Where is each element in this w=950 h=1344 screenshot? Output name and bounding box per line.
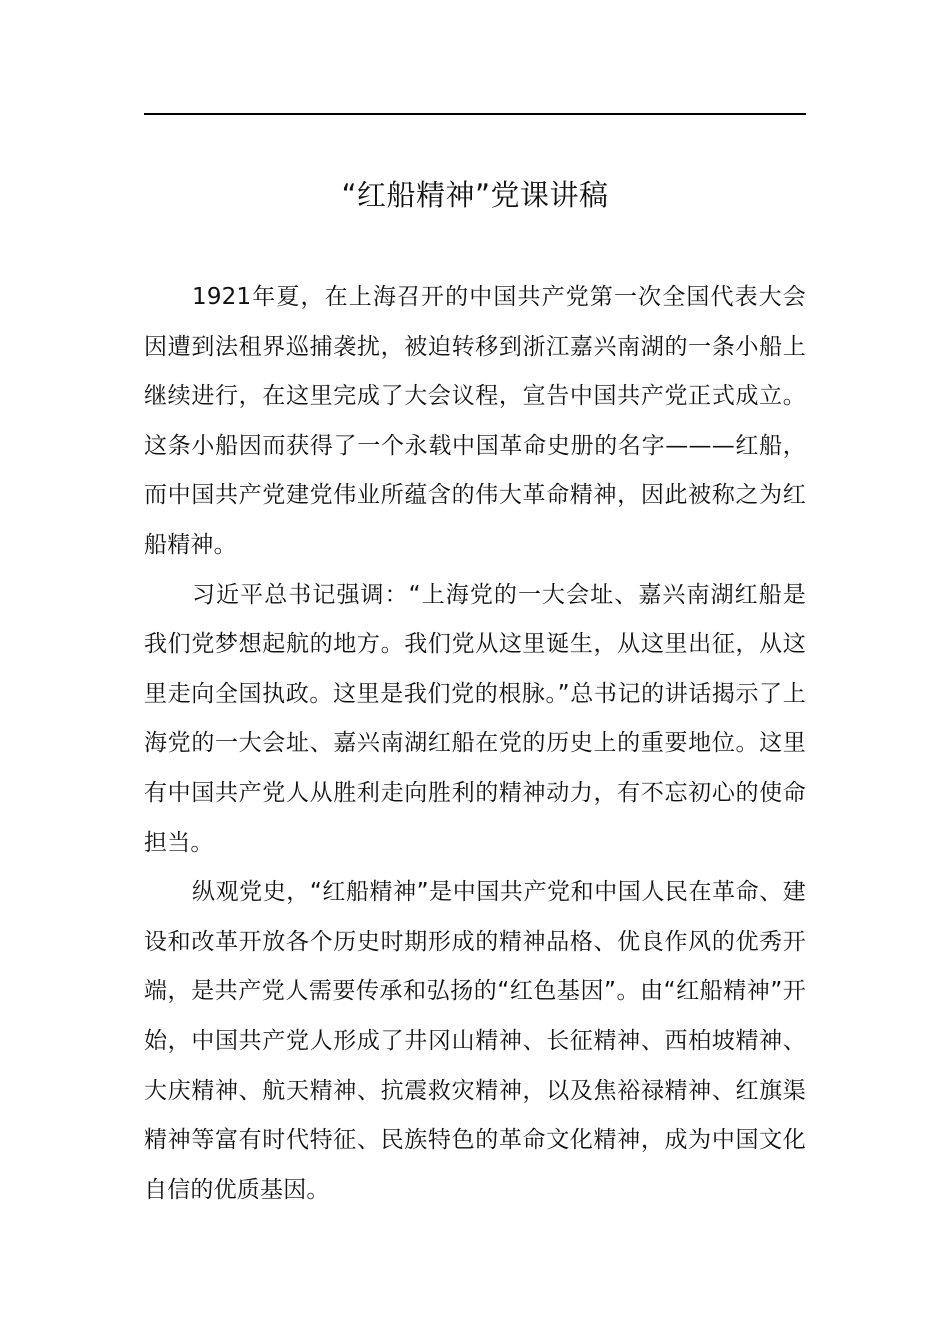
paragraph-1: 1921年夏，在上海召开的中国共产党第一次全国代表大会因遭到法租界巡捕袭扰，被迫转移到浙江嘉兴南湖的一条小船上继续进行，在这里完成了大会议程，宣告中国共产党正式成立。这条小船因而获得了一个永载中国革命史册的名字———红船，而中国共产党建党伟业所蕴含的伟大革命精神，因此被称之为红船精神。 xyxy=(144,284,806,558)
paragraph-3: 纵观党史，“红船精神”是中国共产党和中国人民在革命、建设和改革开放各个历史时期形成的精神品格、优良作风的优秀开端，是共产党人需要传承和弘扬的“红色基因”。由“红船精神”开始，中国共产党人形成了井冈山精神、长征精神、西柏坡精神、大庆精神、航天精神、抗震救灾精神，以及焦裕禄精神、红旗渠精神等富有时代特征、民族特色的革命文化精神，成为中国文化自信的优质基因。 xyxy=(144,879,806,1203)
document-body xyxy=(144,273,806,1215)
paragraph-2: 习近平总书记强调：“上海党的一大会址、嘉兴南湖红船是我们党梦想起航的地方。我们党从这里诞生，从这里出征，从这里走向全国执政。这里是我们党的根脉。”总书记的讲话揭示了上海党的一大会址、嘉兴南湖红船在党的历史上的重要地位。这里有中国共产党人从胜利走向胜利的精神动力，有不忘初心的使命担当。 xyxy=(144,581,806,856)
header-rule xyxy=(144,113,806,115)
document-title: “红船精神”党课讲稿 xyxy=(341,178,609,212)
